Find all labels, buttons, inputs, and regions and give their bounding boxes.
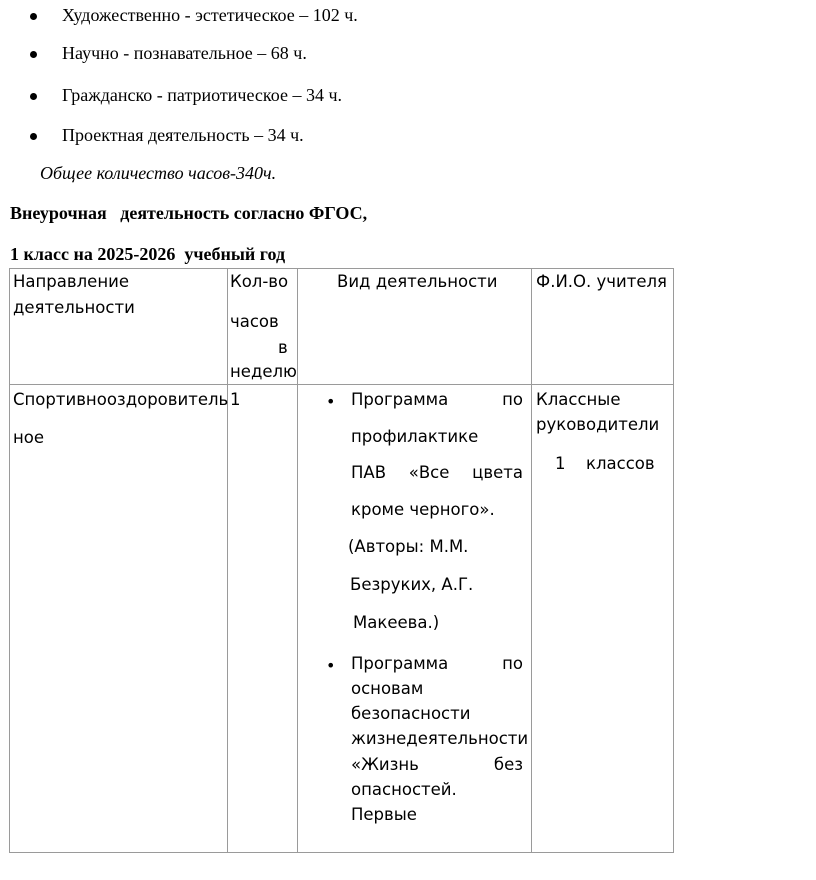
bullet-icon (30, 13, 37, 20)
section-heading: Внеурочная деятельность согласно ФГОС, (10, 203, 368, 223)
table-divider (297, 269, 298, 852)
bullet-icon (30, 133, 37, 140)
table-divider (531, 269, 532, 852)
activity-table: Направление деятельности Кол-во часов в неделю Вид деятельности Ф.И.О. учителя Спортивнооздоровитель ное 1 • Программа по профилактике ПАВ «Все цвета кроме черного». (Авторы: М.М. Безруких, А.Г. Макеева.) • Программа по основам безопасности жизнедеятельности «Жизнь без опасностей. Первые Классные руководители 1 классов (9, 268, 674, 853)
table-divider (227, 269, 228, 852)
bullet-icon: • (326, 392, 336, 411)
table-divider (10, 384, 673, 385)
total-hours: Общее количество часов-340ч. (40, 163, 277, 183)
bullet-icon (30, 93, 37, 100)
bullet-icon (30, 51, 37, 58)
bullet-icon: • (326, 656, 336, 675)
section-subheading: 1 класс на 2025-2026 учебный год (10, 244, 286, 264)
